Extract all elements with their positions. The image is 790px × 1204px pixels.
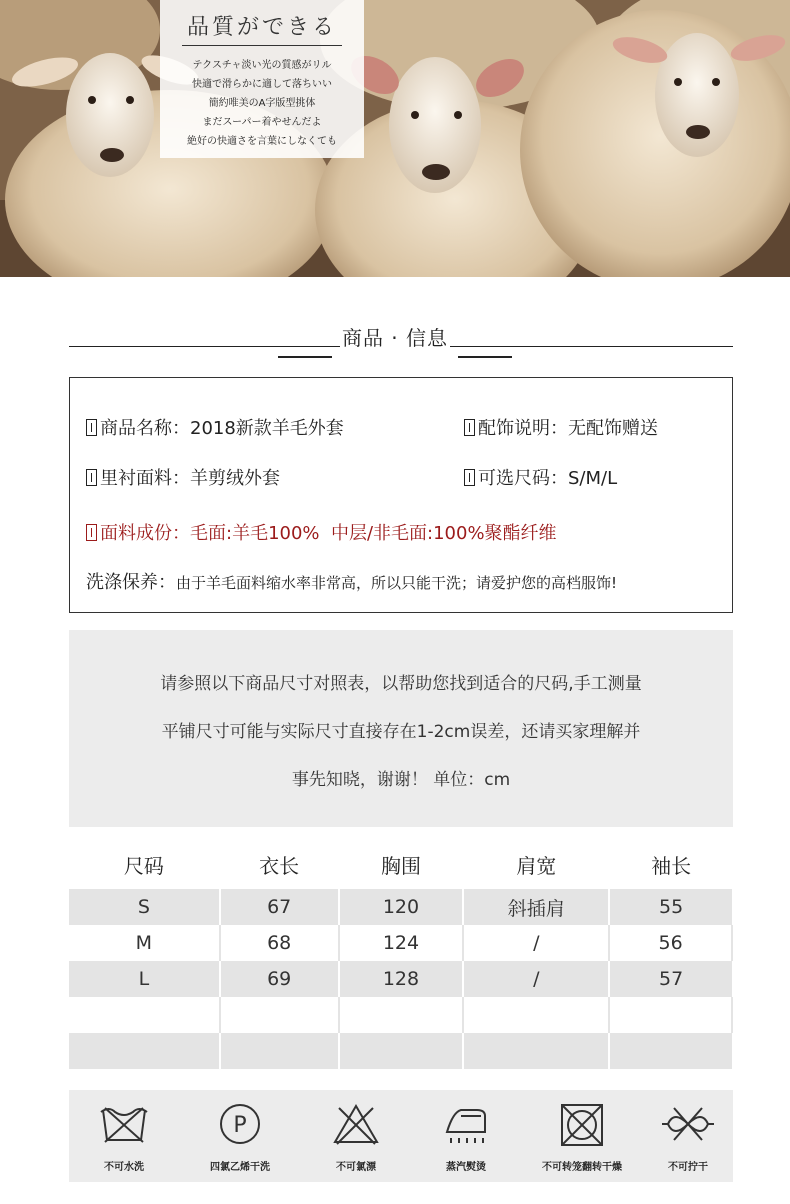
info-sizes: 可选尺码：S/M/L	[464, 464, 617, 490]
care-no-bleach: 不可氯漂	[301, 1090, 411, 1182]
hero-line: 絶好の快適さを言葉にしなくても	[187, 136, 337, 147]
hero-line: 快適で滑らかに適して落ちいい	[192, 79, 332, 90]
table-cell: 55	[609, 889, 732, 925]
hero-banner	[0, 0, 790, 277]
table-cell: 56	[609, 925, 732, 961]
svg-text:P: P	[233, 1113, 247, 1138]
note-line: 事先知晓，谢谢！ 单位：cm	[291, 770, 511, 790]
info-accessory: 配饰说明：无配饰赠送	[464, 414, 658, 440]
hero-line: テクスチャ淡い光の質感がリル	[192, 60, 332, 71]
care-no-wring: 不可拧干	[633, 1090, 743, 1182]
table-header-row	[69, 840, 732, 889]
table-cell: /	[463, 925, 609, 961]
no-wring-icon	[658, 1102, 718, 1148]
dry-clean-p-icon	[217, 1102, 263, 1148]
product-info-box	[69, 377, 733, 613]
info-lining: 里衬面料：羊剪绒外套	[86, 464, 280, 490]
table-cell: 124	[339, 925, 464, 961]
table-cell: 68	[220, 925, 339, 961]
no-tumble-dry-icon	[558, 1102, 606, 1148]
info-wash-care: 洗涤保养：由于羊毛面料缩水率非常高，所以只能干洗；请爱护您的高档服饰!	[86, 572, 618, 593]
table-cell: 斜插肩	[463, 889, 609, 925]
care-steam-iron: 蒸汽熨烫	[411, 1090, 521, 1182]
table-cell: S	[69, 889, 220, 925]
bullet-icon	[86, 469, 97, 486]
table-cell: 69	[220, 961, 339, 997]
header-shoulder: 肩宽	[463, 840, 609, 889]
table-cell: 57	[609, 961, 732, 997]
table-cell	[463, 1033, 609, 1069]
header-length: 衣长	[220, 840, 339, 889]
info-composition: 面料成份：毛面:羊毛100% 中层/非毛面:100%聚酯纤维	[86, 519, 557, 545]
table-cell: /	[463, 961, 609, 997]
table-cell	[463, 997, 609, 1033]
info-product-name: 商品名称：2018新款羊毛外套	[86, 414, 344, 440]
table-row	[69, 961, 732, 997]
section-title-text: 商品 · 信息	[340, 322, 450, 351]
no-bleach-icon	[331, 1102, 381, 1148]
bullet-icon	[464, 419, 475, 436]
header-size: 尺码	[69, 840, 220, 889]
table-cell	[339, 1033, 464, 1069]
hero-title: 品質ができる	[186, 15, 337, 40]
bullet-icon	[86, 419, 97, 436]
table-cell	[609, 1033, 732, 1069]
table-cell	[69, 1033, 220, 1069]
table-cell	[69, 997, 220, 1033]
care-dry-clean: P 四氯乙烯干洗	[185, 1090, 295, 1182]
table-cell: 120	[339, 889, 464, 925]
measurement-note	[69, 630, 733, 827]
table-cell	[220, 1033, 339, 1069]
header-chest: 胸围	[339, 840, 464, 889]
table-cell: L	[69, 961, 220, 997]
hero-line: 簡約唯美のA字版型挑体	[208, 98, 316, 109]
table-row	[69, 889, 732, 925]
size-chart-table	[69, 840, 733, 1069]
care-instructions	[69, 1090, 733, 1182]
section-title	[0, 322, 790, 358]
title-bar-left	[278, 356, 332, 358]
hero-description	[160, 56, 364, 151]
sheep-photo	[0, 0, 790, 277]
table-cell	[609, 997, 732, 1033]
steam-iron-icon	[441, 1102, 491, 1148]
table-cell: M	[69, 925, 220, 961]
table-row	[69, 997, 732, 1033]
table-cell	[339, 997, 464, 1033]
bullet-icon	[86, 524, 97, 541]
hero-line: まだスーパー着やせんだよ	[202, 117, 322, 128]
care-no-tumble-dry: 不可转笼翻转干燥	[527, 1090, 637, 1182]
header-sleeve: 袖长	[609, 840, 732, 889]
title-bar-right	[458, 356, 512, 358]
table-row	[69, 925, 732, 961]
care-no-wash: 不可水洗	[69, 1090, 179, 1182]
bullet-icon	[464, 469, 475, 486]
hero-caption-card	[160, 0, 364, 158]
no-wash-icon	[99, 1102, 149, 1148]
table-cell: 67	[220, 889, 339, 925]
table-cell	[220, 997, 339, 1033]
note-line: 平铺尺寸可能与实际尺寸直接存在1-2cm误差，还请买家理解并	[161, 722, 641, 742]
note-line: 请参照以下商品尺寸对照表，以帮助您找到适合的尺码,手工测量	[160, 674, 642, 694]
table-row	[69, 1033, 732, 1069]
table-cell: 128	[339, 961, 464, 997]
hero-divider	[182, 45, 342, 46]
